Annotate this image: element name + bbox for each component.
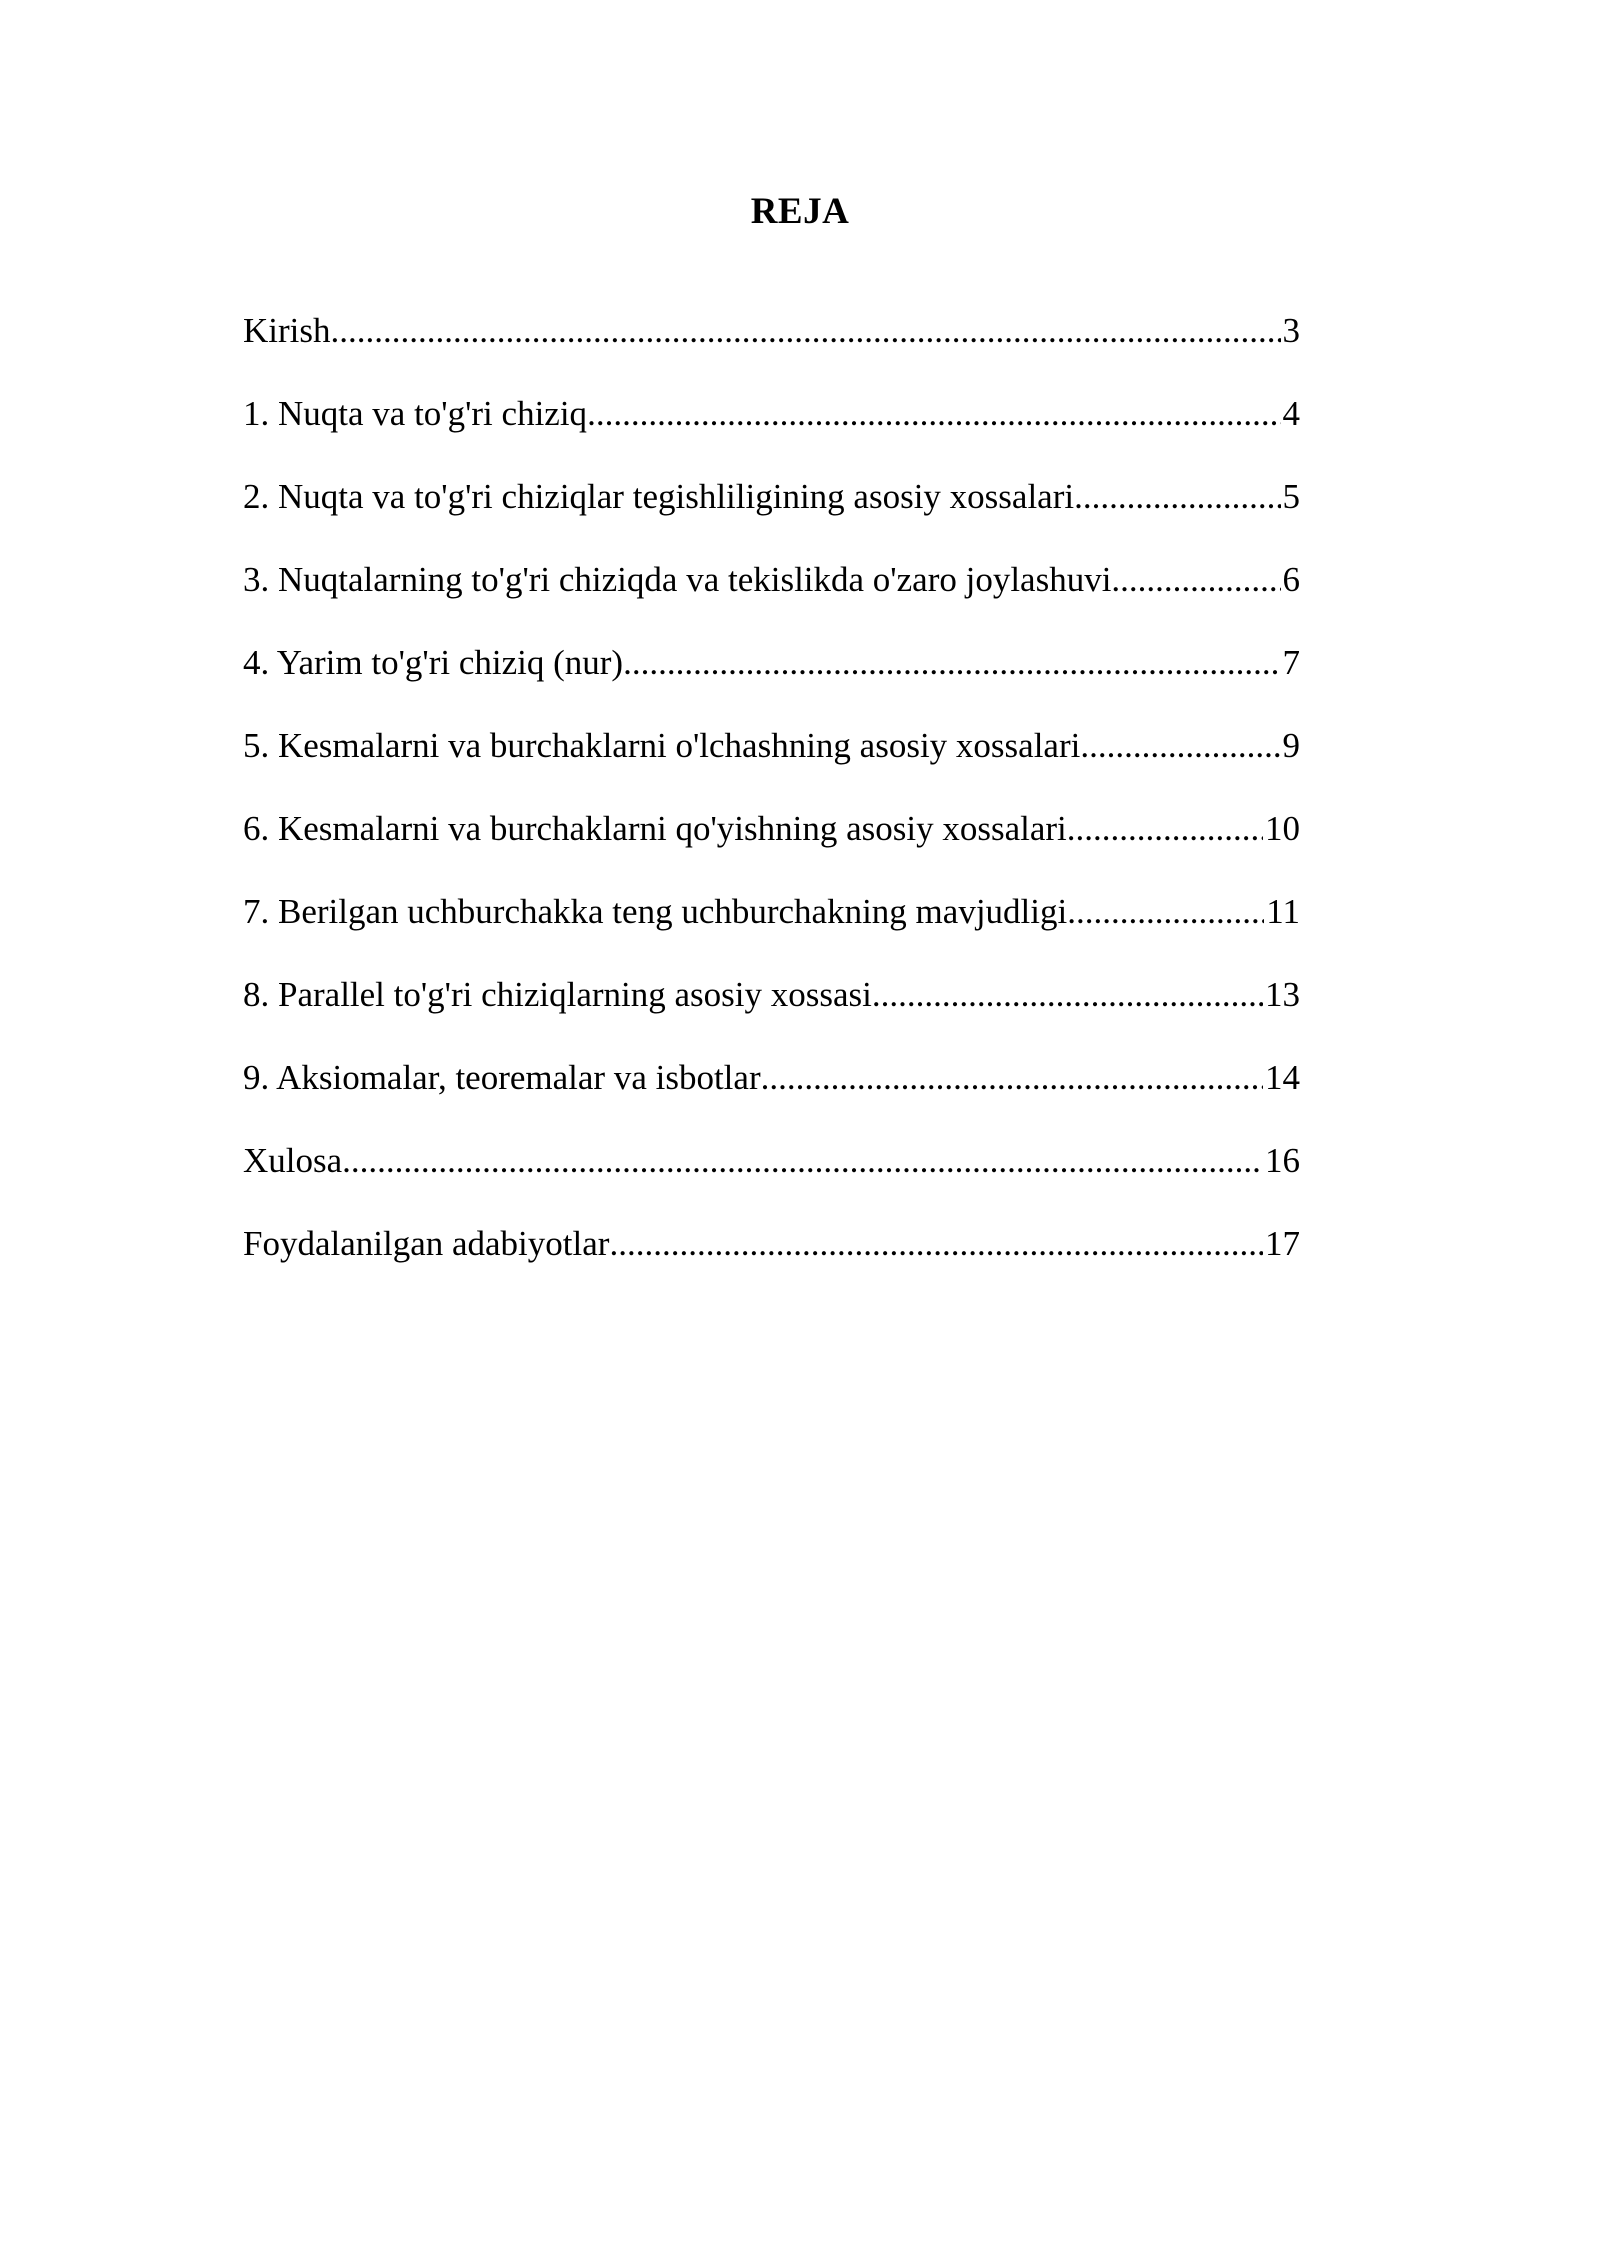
toc-entry-label: 2. Nuqta va to'g'ri chiziqlar tegishliligining asosiy xossalari [243,477,1075,516]
page-title: REJA [750,191,850,232]
toc-entry-1[interactable] [243,392,1300,475]
dot-leader [1074,475,1280,519]
dot-leader [872,973,1263,1017]
toc-entry-page: 10 [1265,809,1300,848]
dot-leader [331,309,1281,353]
toc-entry-2[interactable] [243,475,1300,558]
toc-entry-9[interactable] [243,1056,1300,1139]
toc-entry-label: Foydalanilgan adabiyotlar [243,1224,610,1263]
toc-entry-label: 3. Nuqtalarning to'g'ri chiziqda va tekislikda o'zaro joylashuvi [243,560,1112,599]
toc-entry-label: 6. Kesmalarni va burchaklarni qo'yishning asosiy xossalari [243,809,1067,848]
dot-leader [1067,890,1264,934]
dot-leader [587,392,1280,436]
dot-leader [609,1222,1263,1266]
toc-entry-3[interactable] [243,558,1300,641]
toc-entry-page: 5 [1282,477,1300,516]
toc-entry-label: 8. Parallel to'g'ri chiziqlarning asosiy xossasi [243,975,872,1014]
toc-entry-label: 9. Aksiomalar, teoremalar va isbotlar [243,1058,761,1097]
table-of-contents [243,309,1300,1305]
dot-leader [1111,558,1280,602]
toc-entry-page: 13 [1265,975,1300,1014]
toc-entry-label: Xulosa [243,1141,343,1180]
toc-entry-xulosa[interactable] [243,1139,1300,1222]
dot-leader [1080,724,1280,768]
toc-entry-page: 11 [1266,892,1300,931]
toc-entry-6[interactable] [243,807,1300,890]
toc-entry-label: 5. Kesmalarni va burchaklarni o'lchashning asosiy xossalari [243,726,1081,765]
toc-entry-kirish[interactable] [243,309,1300,392]
toc-entry-7[interactable] [243,890,1300,973]
toc-entry-page: 14 [1265,1058,1300,1097]
toc-entry-8[interactable] [243,973,1300,1056]
dot-leader [761,1056,1263,1100]
toc-entry-page: 9 [1282,726,1300,765]
toc-entry-page: 17 [1265,1224,1300,1263]
toc-entry-5[interactable] [243,724,1300,807]
toc-entry-label: 7. Berilgan uchburchakka teng uchburchakning mavjudligi [243,892,1068,931]
toc-entry-label: 1. Nuqta va to'g'ri chiziq [243,394,588,433]
toc-entry-page: 4 [1282,394,1300,433]
dot-leader [1067,807,1263,851]
toc-entry-label: 4. Yarim to'g'ri chiziq (nur) [243,643,624,682]
toc-entry-adabiyotlar[interactable] [243,1222,1300,1305]
toc-entry-page: 7 [1282,643,1300,682]
toc-entry-page: 3 [1282,311,1300,350]
dot-leader [342,1139,1263,1183]
toc-entry-page: 6 [1282,560,1300,599]
toc-entry-page: 16 [1265,1141,1300,1180]
toc-entry-4[interactable] [243,641,1300,724]
dot-leader [623,641,1280,685]
toc-entry-label: Kirish [243,311,331,350]
